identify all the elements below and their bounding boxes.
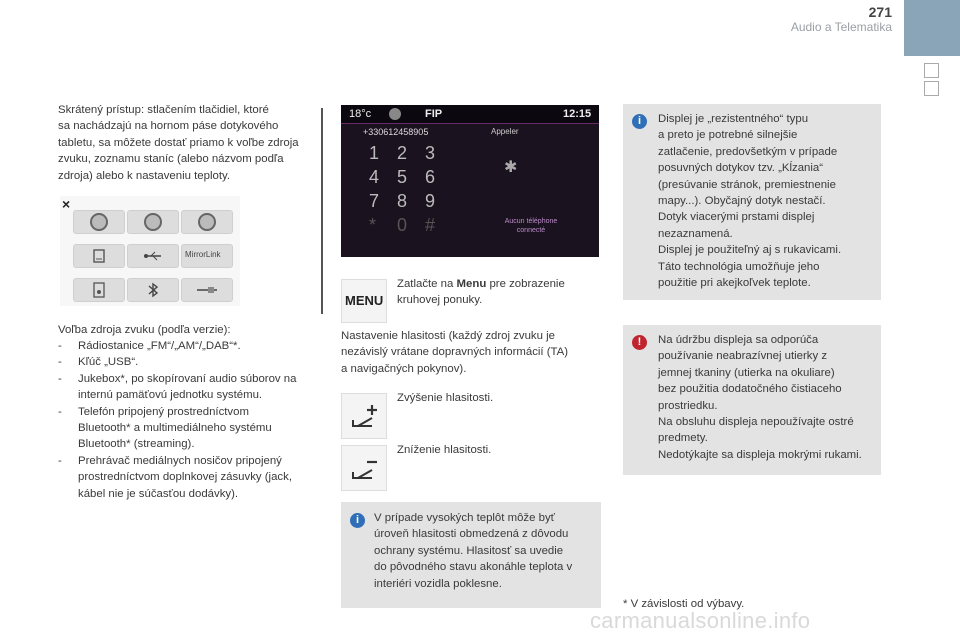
menu-instruction — [397, 276, 597, 309]
tablet-source-button — [73, 244, 125, 268]
list-item — [58, 338, 320, 354]
display-info-note — [623, 104, 881, 300]
aux-jack-icon — [196, 285, 218, 295]
temperature-info-note — [341, 502, 601, 608]
list-bullet: - — [58, 340, 62, 352]
maintenance-warning-note — [623, 325, 881, 475]
screen-source: FIP — [425, 108, 443, 120]
screen-status-text: Aucun téléphone connecté — [504, 218, 558, 234]
chapter-title: Audio a Telematika — [790, 20, 892, 34]
knob-icon — [198, 213, 216, 231]
keypad-key: 4 — [369, 167, 380, 187]
list-item-text: Prehrávač mediálnych nosičov pripojený prostredníctvom doplnkovej zásuvky (jack, kábel nie je súčasťou dodávky). — [78, 454, 292, 500]
temperature-note-text: V prípade vysokých teplôt môže byť úroveň hlasitosti obmedzená z dôvodu ochrany systému. Hlasitosť sa uvedie do pôvodného stavu akonáhle teplota v interiéri vozidla poklesne. — [374, 512, 573, 590]
list-item — [58, 354, 320, 370]
tablet-icon — [91, 248, 107, 264]
volume-down-illustration — [341, 445, 387, 491]
mirrorlink-label: MirrorLink — [185, 250, 221, 259]
volume-up-text: Zvýšenie hlasitosti. — [397, 392, 494, 404]
temperature-button — [127, 210, 179, 234]
chapter-tab-marker — [904, 0, 960, 56]
touchscreen-illustration — [341, 105, 599, 257]
margin-square-icon — [924, 81, 939, 96]
keypad-key: 9 — [425, 191, 436, 211]
keypad-key: 7 — [369, 191, 380, 211]
list-item-text: Rádiostanice „FM“/„AM“/„DAB“*. — [78, 340, 241, 352]
list-item — [58, 404, 320, 453]
keypad-key: 3 — [425, 143, 436, 163]
screen-status-bar — [341, 105, 599, 124]
source-list-title: Voľba zdroja zvuku (podľa verzie): — [58, 324, 231, 336]
temperature-button — [73, 210, 125, 234]
bluetooth-source-button — [127, 278, 179, 302]
menu-button-label: MENU — [345, 293, 384, 308]
keypad-key: 2 — [397, 143, 408, 163]
menu-button-illustration — [341, 279, 387, 323]
source-list — [58, 338, 320, 502]
margin-square-icon — [924, 63, 939, 78]
menu-text-bold: Menu — [456, 278, 487, 290]
display-note-text: Displej je „rezistentného“ typu a preto je potrebné silnejšie zatlačenie, predovšetkým v prípade posuvných dotykov tzv. „Kĺzania“ (presúvanie stránok, premiestnenie mapy...). Obyčajný dotyk nestačí. Dotyk viacerými prstami displej nezaznamená. Displej je použiteľný aj s rukavicami. Táto technológia umožňuje jeho použitie pri akejkoľvek teplote. — [658, 113, 842, 290]
keypad-key: 0 — [397, 215, 408, 235]
list-item — [58, 371, 320, 404]
close-icon: × — [62, 196, 71, 212]
intro-text: Skrátený prístup: stlačením tlačidiel, ktoré sa nachádzajú na hornom páse dotykového tabletu, sa môžete dostať priamo k voľbe zdroja zvuku, zoznamu staníc (alebo názvom podľa zdroja) alebo k nastaveniu teploty. — [58, 104, 299, 182]
menu-text-post: pre zobrazenie kruhovej ponuky. — [397, 278, 565, 307]
list-bullet: - — [58, 454, 62, 467]
maintenance-note-text: Na údržbu displeja sa odporúča používanie neabrazívnej utierky z jemnej tkaniny (utierka na okuliare) bez použitia dodatočného čistiaceho prostriedku. Na obsluhu displeja nepoužívajte ostré predmety. Nedotýkajte sa displeja mokrými rukami. — [658, 334, 862, 461]
info-icon: i — [350, 513, 365, 528]
volume-down-text: Zníženie hlasitosti. — [397, 444, 492, 456]
watermark: carmanualsonline.info — [590, 608, 811, 633]
screen-bluetooth-icon: ✱ — [504, 159, 518, 176]
screen-keypad — [369, 143, 449, 243]
list-bullet: - — [58, 372, 62, 385]
keypad-key: # — [425, 215, 436, 235]
keypad-key: 1 — [369, 143, 380, 163]
temperature-button — [181, 210, 233, 234]
usb-icon — [143, 249, 163, 263]
keypad-key: * — [369, 215, 377, 235]
mirrorlink-button — [181, 244, 233, 268]
knob-icon — [90, 213, 108, 231]
volume-intro: Nastavenie hlasitosti (každý zdroj zvuku je nezávislý vrátane dopravných informácií (TA) a navigačných pokynov). — [341, 330, 569, 375]
list-item-text: Telefón pripojený prostredníctvom Bluetooth* a multimediálneho systému Bluetooth* (streaming). — [78, 405, 272, 451]
jukebox-source-button — [73, 278, 125, 302]
control-panel-illustration — [60, 196, 240, 306]
list-item — [58, 453, 320, 502]
usb-source-button — [127, 244, 179, 268]
list-bullet: - — [58, 356, 62, 369]
volume-up-illustration — [341, 393, 387, 439]
screen-temperature: 18°c — [349, 108, 372, 120]
column-divider — [321, 108, 323, 314]
aux-source-button — [181, 278, 233, 302]
keypad-key: 8 — [397, 191, 408, 211]
menu-text-pre: Zatlačte na — [397, 278, 457, 290]
warning-icon: ! — [632, 335, 647, 350]
bluetooth-icon — [147, 282, 159, 298]
jukebox-icon — [92, 282, 106, 298]
screen-knob-icon — [389, 108, 401, 120]
keypad-key: 5 — [397, 167, 408, 187]
screen-time: 12:15 — [563, 108, 592, 120]
list-item-text: Kľúč „USB“. — [78, 356, 139, 369]
footnote: * V závislosti od výbavy. — [623, 598, 745, 610]
info-icon: i — [632, 114, 647, 129]
list-bullet: - — [58, 405, 62, 418]
volume-down-icon — [350, 454, 378, 482]
knob-icon — [144, 213, 162, 231]
list-item-text: Jukebox*, po skopírovaní audio súborov na internú pamäťovú jednotku systému. — [78, 372, 297, 402]
page-number: 271 — [868, 4, 892, 20]
keypad-key: 6 — [425, 167, 436, 187]
screen-call-label: Appeler — [491, 127, 519, 136]
screen-phone-number: +330612458905 — [363, 127, 429, 137]
volume-up-icon — [350, 402, 378, 430]
